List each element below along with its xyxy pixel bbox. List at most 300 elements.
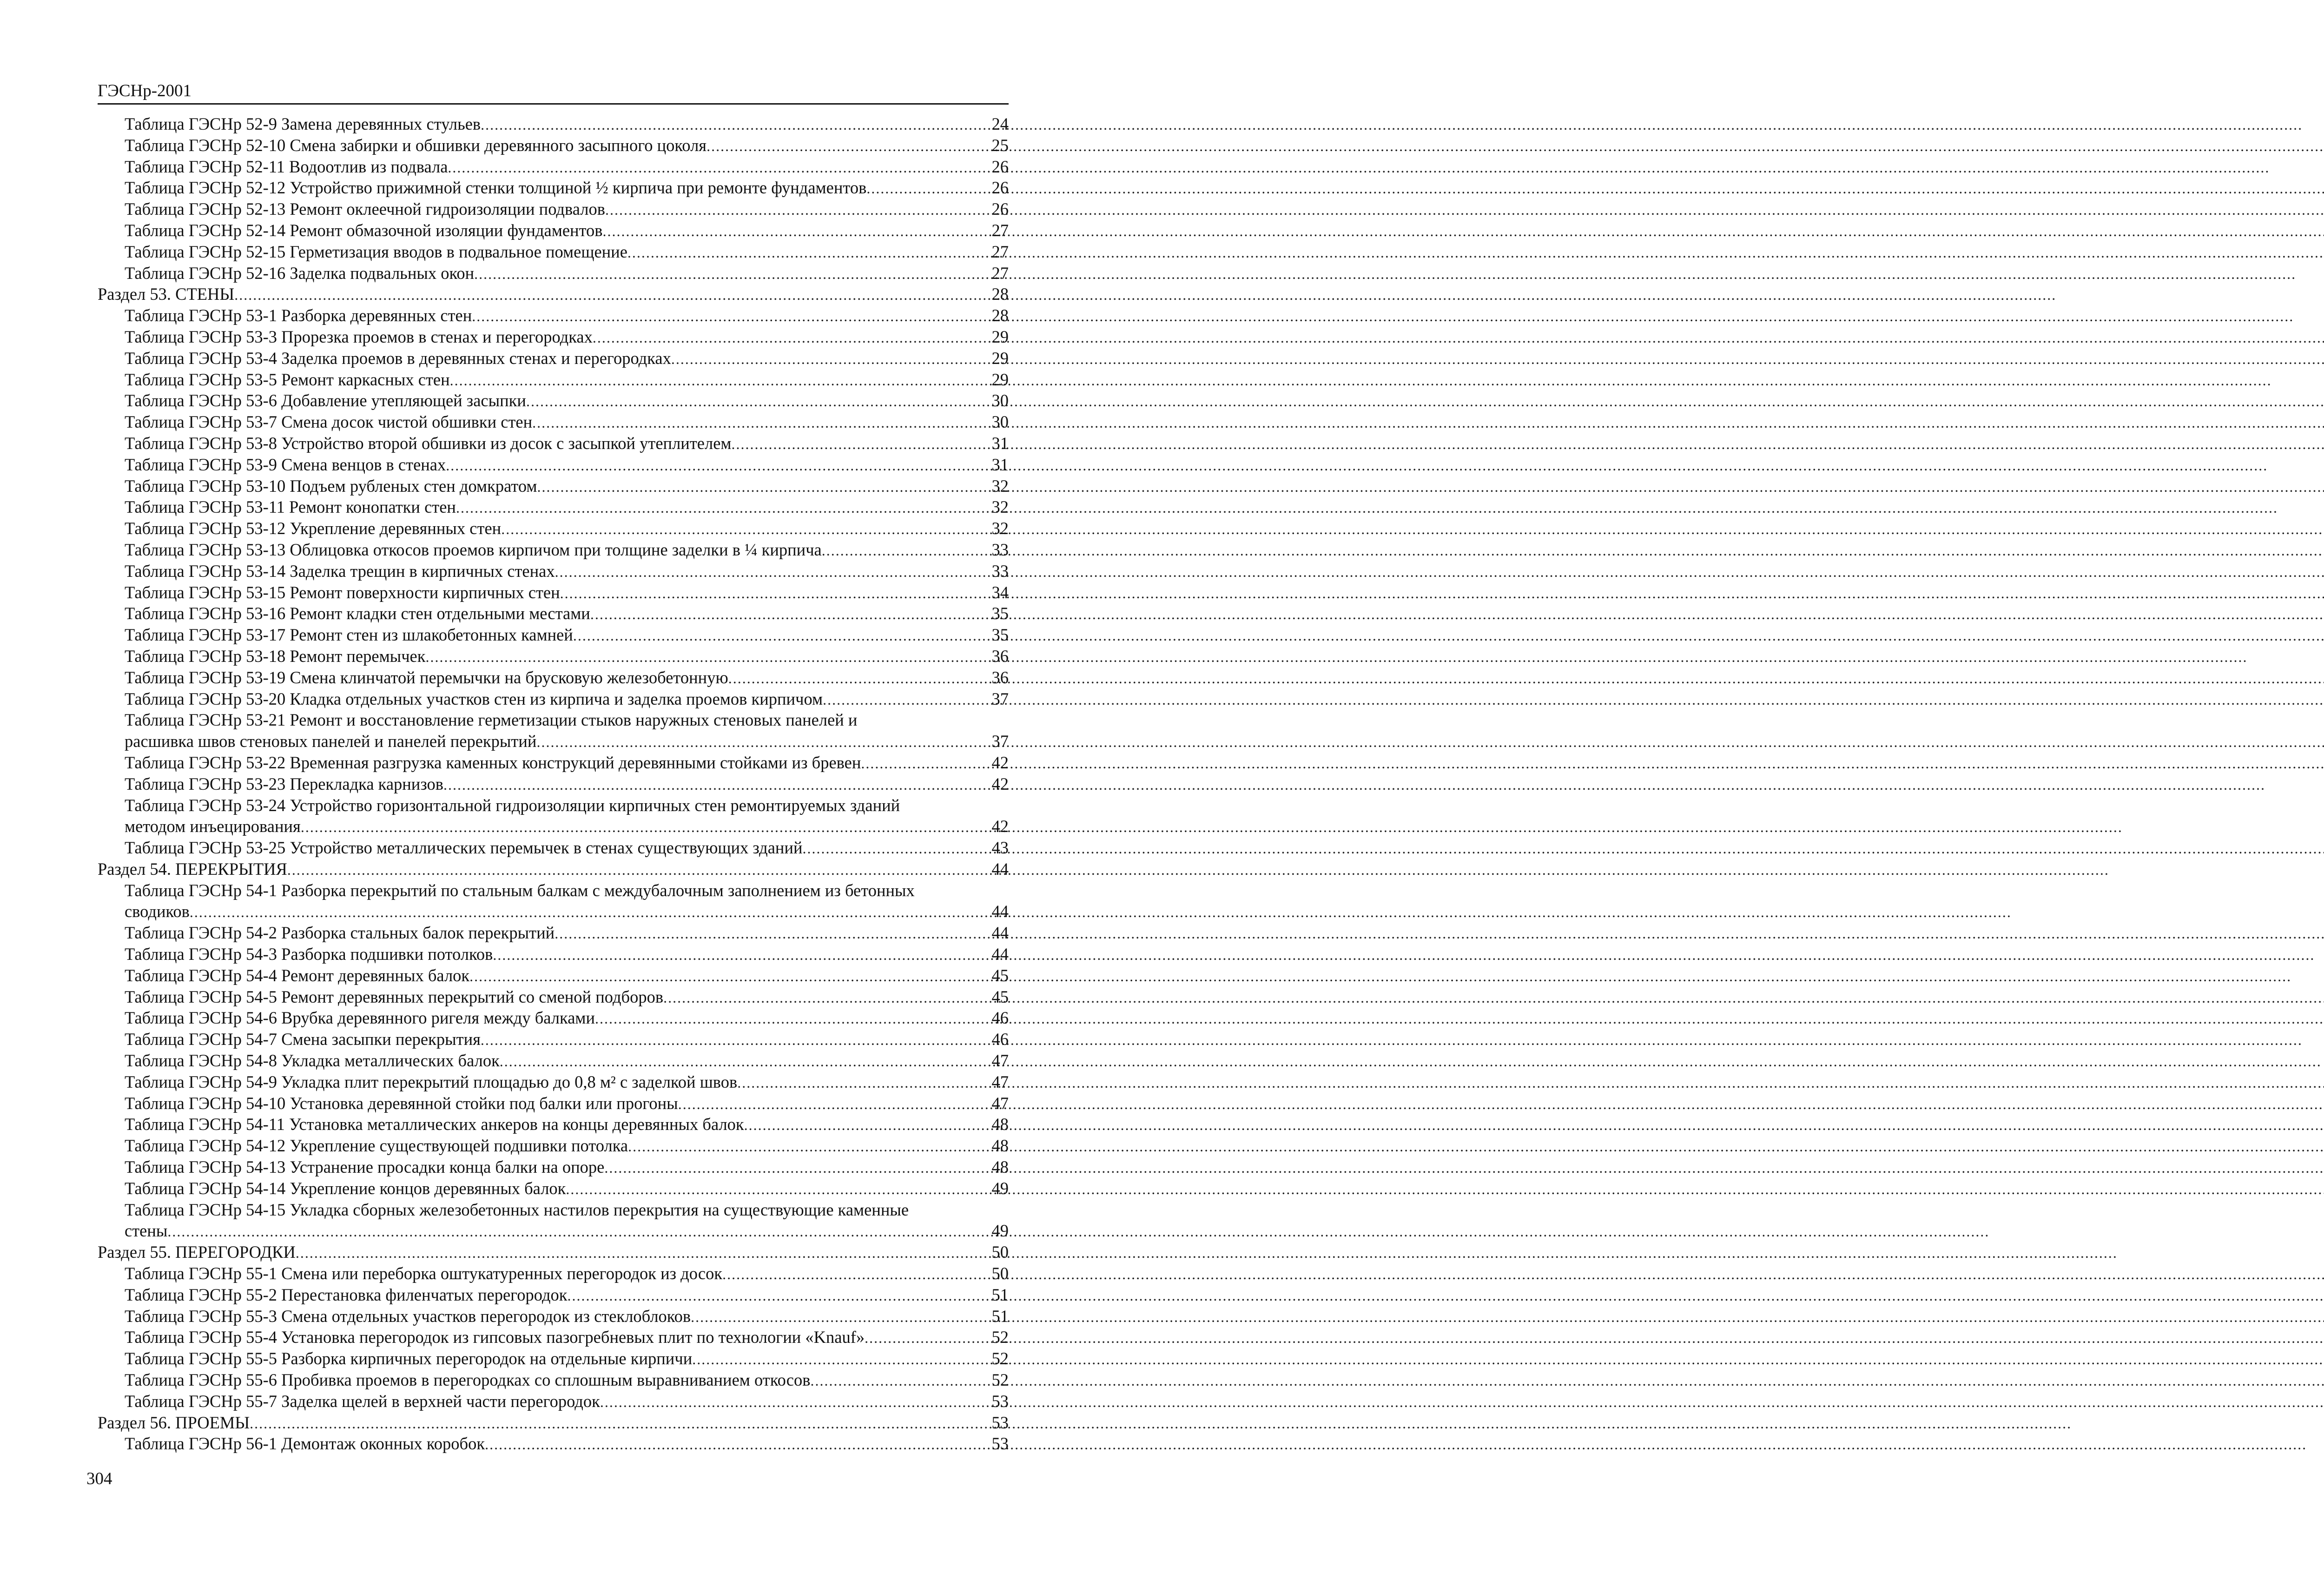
- toc-table-entry[interactable]: [98, 1007, 1009, 1029]
- toc-entry-title: Таблица ГЭСНр 54-12 Укрепление существующей подшивки потолка: [125, 1136, 628, 1156]
- toc-entry-title: Таблица ГЭСНр 53-15 Ремонт поверхности кирпичных стен: [125, 582, 560, 602]
- toc-entry-line: [125, 1178, 1009, 1200]
- dot-leader: [823, 689, 990, 711]
- toc-page-number: 27: [991, 242, 1009, 261]
- toc-table-entry[interactable]: [98, 1156, 1009, 1178]
- toc-table-entry[interactable]: [98, 709, 1009, 752]
- toc-page-number: 26: [991, 199, 1009, 219]
- toc-entry-line: [125, 305, 1009, 327]
- toc-entry-line: [125, 220, 1009, 242]
- toc-table-entry[interactable]: [98, 688, 1009, 710]
- dot-leader: [296, 1242, 990, 1264]
- dot-leader: [448, 157, 990, 178]
- dot-leader: [481, 1030, 990, 1051]
- toc-entry-line: [98, 284, 1009, 306]
- dot-leader: [493, 945, 990, 966]
- toc-entry-line: [125, 561, 1009, 583]
- toc-entry-line: [125, 688, 1009, 711]
- toc-entry-line: [125, 646, 1009, 668]
- toc-table-entry[interactable]: [98, 922, 1009, 944]
- toc-table-entry[interactable]: [98, 220, 1009, 241]
- toc-entry-line: [125, 326, 1009, 349]
- toc-table-entry[interactable]: [98, 476, 1009, 497]
- toc-page-number: 32: [991, 519, 1009, 538]
- toc-entry-line: [98, 859, 1009, 881]
- toc-page-number: 51: [991, 1285, 1009, 1304]
- toc-page-number: 49: [991, 1221, 1009, 1241]
- toc-entry-title: Раздел 54. ПЕРЕКРЫТИЯ: [98, 859, 287, 879]
- toc-entry-line: [125, 1071, 1009, 1094]
- toc-page-number: 47: [991, 1051, 1009, 1070]
- toc-entry-title: Таблица ГЭСНр 53-8 Устройство второй обшивки из досок с засыпкой утеплителем: [125, 433, 732, 453]
- toc-page-number: 44: [991, 902, 1009, 921]
- toc-entry-title: Таблица ГЭСНр 54-9 Укладка плит перекрытий площадью до 0,8 м² с заделкой швов: [125, 1072, 738, 1091]
- dot-leader: [663, 987, 990, 1009]
- toc-entry-title: Таблица ГЭСНр 52-15 Герметизация вводов в подвальное помещение: [125, 242, 627, 261]
- toc-entry-line: [125, 390, 1009, 412]
- toc-page-number: 29: [991, 348, 1009, 368]
- toc-entry-title: Таблица ГЭСНр 52-9 Замена деревянных стульев: [125, 114, 481, 133]
- toc-entry-line: [125, 348, 1009, 370]
- toc-table-entry[interactable]: [98, 411, 1009, 433]
- page-number: 304: [86, 1469, 112, 1488]
- toc-page-number: 53: [991, 1434, 1009, 1453]
- toc-entry-line: [125, 1050, 1009, 1072]
- toc-entry-line: [125, 411, 1009, 434]
- toc-table-entry[interactable]: [98, 1433, 1009, 1454]
- toc-entry-title: Таблица ГЭСНр 55-2 Перестановка филенчатых перегородок: [125, 1285, 568, 1304]
- toc-entry-line: [125, 1391, 1009, 1413]
- toc-table-entry[interactable]: [98, 624, 1009, 646]
- page-header: [98, 78, 1009, 105]
- toc-entry-title: Таблица ГЭСНр 53-10 Подъем рубленых стен домкратом: [125, 476, 537, 495]
- dot-leader: [456, 497, 990, 519]
- dot-leader: [605, 199, 990, 221]
- toc-entry-title: Таблица ГЭСНр 53-20 Кладка отдельных участков стен из кирпича и заделка проемов кирпичом: [125, 689, 823, 708]
- toc-entry-title-line: Таблица ГЭСНр 53-24 Устройство горизонтальной гидроизоляции кирпичных стен ремонтируемых зданий: [125, 795, 900, 815]
- toc-page-number: 37: [991, 689, 1009, 708]
- toc-section-entry[interactable]: [98, 1412, 1009, 1433]
- dot-leader: [443, 774, 990, 796]
- dot-leader: [865, 1328, 990, 1349]
- dot-leader: [537, 476, 990, 498]
- toc-entry-title-line: Таблица ГЭСНр 54-15 Укладка сборных железобетонных настилов перекрытия на существующие каменные: [125, 1200, 909, 1219]
- toc-entry-title: методом инъецирования: [125, 817, 301, 836]
- toc-table-entry[interactable]: [98, 241, 1009, 263]
- toc-entry-title: Таблица ГЭСНр 53-9 Смена венцов в стенах: [125, 455, 446, 474]
- toc-table-entry[interactable]: [98, 113, 1009, 135]
- dot-leader: [590, 604, 990, 625]
- toc-entry-line: [125, 1433, 1009, 1455]
- toc-page-number: 33: [991, 540, 1009, 559]
- toc-entry-line: [125, 198, 1009, 221]
- dot-leader: [573, 625, 990, 647]
- toc-entry-title: Таблица ГЭСНр 54-11 Установка металлических анкеров на концы деревянных балок: [125, 1115, 744, 1134]
- toc-section-entry[interactable]: [98, 859, 1009, 880]
- toc-table-entry[interactable]: [98, 880, 1009, 923]
- toc-entry-line: [125, 965, 1009, 987]
- toc-page-number: 52: [991, 1370, 1009, 1390]
- toc-page-number: 48: [991, 1115, 1009, 1134]
- toc-table-entry[interactable]: [98, 1327, 1009, 1348]
- toc-page-number: 52: [991, 1349, 1009, 1368]
- toc-entry-title: Таблица ГЭСНр 53-13 Облицовка откосов проемов кирпичом при толщине заделки в ¼ кирпича: [125, 540, 822, 559]
- toc-table-entry[interactable]: [98, 837, 1009, 859]
- dot-leader: [568, 1285, 990, 1307]
- dot-leader: [628, 1136, 990, 1157]
- toc-entry-title: Таблица ГЭСНр 53-5 Ремонт каркасных стен: [125, 370, 450, 389]
- toc-entry-title: Таблица ГЭСНр 55-5 Разборка кирпичных перегородок на отдельные кирпичи: [125, 1349, 693, 1368]
- toc-page-number: 46: [991, 1030, 1009, 1049]
- dot-leader: [678, 1094, 990, 1115]
- toc-table-entry[interactable]: [98, 369, 1009, 390]
- toc-table-entry[interactable]: [98, 1178, 1009, 1199]
- dot-leader: [472, 306, 990, 327]
- toc-entry-title: Таблица ГЭСНр 53-17 Ремонт стен из шлакобетонных камней: [125, 625, 573, 645]
- dot-leader: [732, 434, 990, 455]
- toc-entry-line: [125, 1369, 1009, 1392]
- toc-table-entry[interactable]: [98, 1369, 1009, 1391]
- toc-page-number: 44: [991, 859, 1009, 879]
- toc-entry-title: Таблица ГЭСНр 55-3 Смена отдельных участков перегородок из стеклоблоков: [125, 1306, 691, 1326]
- toc-page-number: 50: [991, 1264, 1009, 1283]
- toc-table-entry[interactable]: [98, 1050, 1009, 1071]
- toc-entry-line: [125, 773, 1009, 796]
- toc-table-entry[interactable]: [98, 603, 1009, 624]
- dot-leader: [593, 327, 990, 349]
- dot-leader: [627, 242, 990, 264]
- toc-entry-title: Таблица ГЭСНр 54-7 Смена засыпки перекрытия: [125, 1030, 481, 1049]
- dot-leader: [595, 1008, 990, 1030]
- dot-leader: [555, 561, 990, 583]
- toc-entry-title: Таблица ГЭСНр 53-19 Смена клинчатой перемычки на брусковую железобетонную: [125, 667, 728, 687]
- toc-entry-line: [125, 156, 1009, 178]
- dot-leader: [706, 136, 990, 157]
- toc-table-entry[interactable]: [98, 646, 1009, 667]
- toc-page-number: 51: [991, 1306, 1009, 1326]
- toc-entry-line: [125, 454, 1009, 476]
- toc-entry-title: Таблица ГЭСНр 53-7 Смена досок чистой обшивки стен: [125, 412, 533, 432]
- dot-leader: [671, 349, 990, 370]
- toc-entry-line: [125, 1135, 1009, 1157]
- toc-table-entry[interactable]: [98, 326, 1009, 348]
- dot-leader: [425, 647, 990, 668]
- toc-entry-title: Таблица ГЭСНр 55-1 Смена или переборка оштукатуренных перегородок из досок: [125, 1264, 723, 1283]
- toc-entry-line: [125, 433, 1009, 455]
- toc-entry-line: [125, 518, 1009, 540]
- toc-entry-line: [125, 752, 1009, 774]
- toc-entry-title: Таблица ГЭСНр 54-14 Укрепление концов деревянных балок: [125, 1178, 566, 1198]
- dot-leader: [691, 1307, 990, 1328]
- toc-table-entry[interactable]: [98, 263, 1009, 284]
- toc-page-number: 26: [991, 157, 1009, 176]
- toc-entry-line: [125, 582, 1009, 604]
- toc-table-entry[interactable]: [98, 1199, 1009, 1242]
- toc-entry-title: Таблица ГЭСНр 53-25 Устройство металлических перемычек в стенах существующих зданий: [125, 838, 803, 858]
- toc-page-number: 33: [991, 561, 1009, 581]
- toc-entry-line: [125, 1007, 1009, 1030]
- toc-page-number: 28: [991, 284, 1009, 304]
- toc-page-number: 24: [991, 114, 1009, 133]
- toc-entry-line: [125, 1029, 1009, 1051]
- toc-table-entry[interactable]: [98, 1391, 1009, 1412]
- dot-leader: [600, 1392, 990, 1413]
- toc-page-number: 29: [991, 327, 1009, 346]
- toc-table-entry[interactable]: [98, 561, 1009, 582]
- dot-leader: [446, 455, 990, 476]
- toc-entry-line: [125, 1263, 1009, 1285]
- toc-page-number: 53: [991, 1391, 1009, 1411]
- toc-entry-title: Таблица ГЭСНр 52-11 Водоотлив из подвала: [125, 157, 448, 176]
- dot-leader: [469, 966, 990, 987]
- dot-leader: [301, 817, 990, 838]
- toc-entry-title: Таблица ГЭСНр 52-13 Ремонт оклеечной гидроизоляции подвалов: [125, 199, 605, 219]
- toc-entry-title: Таблица ГЭСНр 55-4 Установка перегородок из гипсовых пазогребневых плит по технологии «Knauf»: [125, 1328, 865, 1347]
- dot-leader: [722, 1264, 990, 1285]
- toc-entry-title: Таблица ГЭСНр 53-14 Заделка трещин в кирпичных стенах: [125, 561, 555, 581]
- toc-page-number: 46: [991, 1008, 1009, 1028]
- dot-leader: [603, 221, 990, 242]
- toc-table-entry[interactable]: [98, 795, 1009, 838]
- toc-table-entry[interactable]: [98, 773, 1009, 795]
- toc-table-entry[interactable]: [98, 177, 1009, 198]
- toc-page-number: 28: [991, 306, 1009, 325]
- toc-entry-line: [125, 1220, 1009, 1242]
- dot-leader: [234, 284, 990, 306]
- toc-table-entry[interactable]: [98, 1348, 1009, 1369]
- dot-leader: [500, 1051, 990, 1072]
- dot-leader: [866, 178, 990, 199]
- toc-table-entry[interactable]: [98, 1071, 1009, 1093]
- toc-page-number: 45: [991, 965, 1009, 985]
- toc-page-number: 53: [991, 1413, 1009, 1432]
- toc-entry-line: [125, 1348, 1009, 1370]
- toc-table-entry[interactable]: [98, 135, 1009, 156]
- toc-page-number: 36: [991, 646, 1009, 666]
- dot-leader: [728, 668, 990, 689]
- toc-entry-line: [125, 1284, 1009, 1307]
- dot-leader: [604, 1157, 990, 1179]
- toc-entry-line: [125, 986, 1009, 1009]
- dot-leader: [190, 902, 990, 923]
- dot-leader: [532, 412, 990, 434]
- toc-page-number: 35: [991, 625, 1009, 645]
- toc-entry-title: Таблица ГЭСНр 53-22 Временная разгрузка каменных конструкций деревянными стойками из бревен: [125, 753, 861, 772]
- toc-section-entry[interactable]: [98, 1242, 1009, 1263]
- toc-entry-line: [125, 1114, 1009, 1136]
- toc-entry-title: Таблица ГЭСНр 53-23 Перекладка карнизов: [125, 774, 444, 793]
- toc-entry-title: Таблица ГЭСНр 55-7 Заделка щелей в верхней части перегородок: [125, 1391, 600, 1411]
- toc-page-number: 48: [991, 1136, 1009, 1156]
- toc-entry-title: Таблица ГЭСНр 53-6 Добавление утепляющей засыпки: [125, 391, 526, 410]
- toc-entry-line: [125, 922, 1009, 945]
- toc-entry-title: Таблица ГЭСНр 54-6 Врубка деревянного ригеля между балками: [125, 1008, 595, 1028]
- toc-page-number: 47: [991, 1072, 1009, 1091]
- toc-entry-line: [125, 1327, 1009, 1349]
- toc-table-entry[interactable]: [98, 496, 1009, 518]
- toc-entry-title: Таблица ГЭСНр 53-4 Заделка проемов в деревянных стенах и перегородках: [125, 348, 671, 368]
- toc-page-number: 30: [991, 391, 1009, 410]
- toc-entry-line: [125, 241, 1009, 264]
- dot-leader: [501, 519, 990, 540]
- toc-entry-line: [125, 837, 1009, 859]
- toc-entry-title: Таблица ГЭСНр 52-16 Заделка подвальных окон: [125, 263, 475, 283]
- toc-page-number: 45: [991, 987, 1009, 1006]
- toc-entry-title: стены: [125, 1221, 168, 1241]
- toc-entry-line: [125, 624, 1009, 647]
- toc-page-number: 42: [991, 753, 1009, 772]
- toc-entry-line: [125, 1093, 1009, 1115]
- toc-page-number: 31: [991, 433, 1009, 453]
- dot-leader: [287, 859, 990, 881]
- toc-entry-line: [125, 731, 1009, 753]
- toc-table-entry[interactable]: [98, 944, 1009, 965]
- toc-entry-title: Таблица ГЭСНр 54-3 Разборка подшивки потолков: [125, 945, 493, 964]
- toc-table-entry[interactable]: [98, 518, 1009, 539]
- toc-page-number: 37: [991, 732, 1009, 751]
- toc-page-number: 27: [991, 220, 1009, 240]
- dot-leader: [566, 1179, 990, 1200]
- dot-leader: [803, 838, 990, 859]
- toc-page-number: 49: [991, 1178, 1009, 1198]
- toc-table-entry[interactable]: [98, 433, 1009, 454]
- dot-leader: [167, 1221, 990, 1242]
- dot-leader: [450, 370, 990, 391]
- toc-entry-line: [98, 1242, 1009, 1264]
- toc-entry-title: Таблица ГЭСНр 54-13 Устранение просадки конца балки на опоре: [125, 1157, 605, 1177]
- toc-entry-title: Таблица ГЭСНр 52-12 Устройство прижимной стенки толщиной ½ кирпича при ремонте фундаментов: [125, 178, 867, 198]
- table-of-contents: [98, 113, 1009, 1454]
- toc-page-number: 31: [991, 455, 1009, 474]
- dot-leader: [536, 732, 990, 753]
- toc-table-entry[interactable]: [98, 667, 1009, 688]
- toc-entry-title: Таблица ГЭСНр 53-11 Ремонт конопатки стен: [125, 497, 456, 517]
- toc-page-number: 42: [991, 817, 1009, 836]
- toc-entry-title: Таблица ГЭСНр 54-4 Ремонт деревянных балок: [125, 965, 470, 985]
- toc-table-entry[interactable]: [98, 390, 1009, 411]
- toc-entry-title: Таблица ГЭСНр 54-8 Укладка металлических балок: [125, 1051, 500, 1070]
- toc-table-entry[interactable]: [98, 1029, 1009, 1050]
- toc-page-number: 30: [991, 412, 1009, 432]
- toc-table-entry[interactable]: [98, 1284, 1009, 1306]
- toc-entry-title: Таблица ГЭСНр 54-5 Ремонт деревянных перекрытий со сменой подборов: [125, 987, 664, 1006]
- dot-leader: [744, 1115, 990, 1136]
- dot-leader: [250, 1413, 990, 1434]
- document-code: ГЭСНр-2001: [98, 81, 192, 100]
- dot-leader: [810, 1370, 990, 1392]
- toc-entry-title-line: Таблица ГЭСНр 54-1 Разборка перекрытий по стальным балкам с междубалочным заполнением из бетонных: [125, 880, 915, 900]
- toc-table-entry[interactable]: [98, 1093, 1009, 1114]
- dot-leader: [485, 1434, 990, 1455]
- toc-table-entry[interactable]: [98, 539, 1009, 561]
- toc-page-number: 47: [991, 1093, 1009, 1113]
- toc-page-number: 32: [991, 476, 1009, 495]
- dot-leader: [526, 391, 990, 412]
- toc-entry-line: [125, 944, 1009, 966]
- toc-entry-line: [125, 539, 1009, 561]
- toc-entry-line: [125, 496, 1009, 519]
- toc-table-entry[interactable]: [98, 1135, 1009, 1156]
- toc-entry-title: Таблица ГЭСНр 54-10 Установка деревянной стойки под балки или прогоны: [125, 1093, 678, 1113]
- toc-entry-title: Таблица ГЭСНр 53-3 Прорезка проемов в стенах и перегородках: [125, 327, 593, 346]
- toc-entry-title: расшивка швов стеновых панелей и панелей перекрытий: [125, 732, 537, 751]
- toc-entry-line: [125, 603, 1009, 625]
- toc-entry-line: [125, 667, 1009, 689]
- toc-entry-line: [125, 369, 1009, 391]
- toc-table-entry[interactable]: [98, 752, 1009, 773]
- toc-entry-line: [125, 177, 1009, 199]
- dot-leader: [481, 114, 990, 136]
- toc-page-number: 34: [991, 582, 1009, 602]
- toc-page-number: 32: [991, 497, 1009, 517]
- toc-page-number: 48: [991, 1157, 1009, 1177]
- toc-section-entry[interactable]: [98, 284, 1009, 305]
- toc-entry-line: [125, 901, 1009, 923]
- toc-entry-line: [125, 113, 1009, 136]
- toc-table-entry[interactable]: [98, 1306, 1009, 1327]
- toc-entry-title: Раздел 53. СТЕНЫ: [98, 284, 235, 304]
- toc-entry-line: [125, 263, 1009, 285]
- toc-table-entry[interactable]: [98, 454, 1009, 476]
- toc-entry-title: Раздел 55. ПЕРЕГОРОДКИ: [98, 1242, 296, 1262]
- toc-page-number: 36: [991, 667, 1009, 687]
- toc-table-entry[interactable]: [98, 582, 1009, 603]
- dot-leader: [560, 583, 990, 604]
- toc-table-entry[interactable]: [98, 156, 1009, 178]
- dot-leader: [822, 540, 990, 561]
- toc-entry-line: [98, 1412, 1009, 1434]
- toc-table-entry[interactable]: [98, 1114, 1009, 1135]
- toc-page-number: 27: [991, 263, 1009, 283]
- toc-page-number: 50: [991, 1242, 1009, 1262]
- toc-entry-line: [125, 135, 1009, 157]
- toc-entry-title: Таблица ГЭСНр 53-1 Разборка деревянных стен: [125, 306, 472, 325]
- toc-entry-title: Таблица ГЭСНр 53-16 Ремонт кладки стен отдельными местами: [125, 604, 590, 623]
- toc-entry-line: [125, 816, 1009, 838]
- toc-page-number: 29: [991, 370, 1009, 389]
- toc-table-entry[interactable]: [98, 198, 1009, 220]
- toc-entry-title: Таблица ГЭСНр 56-1 Демонтаж оконных коробок: [125, 1434, 485, 1453]
- toc-page-number: 43: [991, 838, 1009, 858]
- toc-page-number: 44: [991, 945, 1009, 964]
- toc-table-entry[interactable]: [98, 1263, 1009, 1284]
- toc-entry-line: [125, 476, 1009, 498]
- toc-entry-title-line: Таблица ГЭСНр 53-21 Ремонт и восстановление герметизации стыков наружных стеновых панелей и: [125, 710, 858, 730]
- toc-entry-title: Таблица ГЭСНр 54-2 Разборка стальных балок перекрытий: [125, 923, 555, 943]
- toc-entry-line: [125, 1306, 1009, 1328]
- dot-leader: [737, 1072, 990, 1094]
- toc-page-number: 25: [991, 135, 1009, 155]
- toc-entry-title: Таблица ГЭСНр 53-18 Ремонт перемычек: [125, 646, 426, 666]
- toc-page-number: 35: [991, 604, 1009, 623]
- toc-page-number: 44: [991, 923, 1009, 943]
- toc-table-entry[interactable]: [98, 305, 1009, 326]
- dot-leader: [474, 264, 990, 285]
- toc-entry-title: Таблица ГЭСНр 53-12 Укрепление деревянных стен: [125, 519, 502, 538]
- dot-leader: [555, 923, 990, 945]
- toc-page-number: 52: [991, 1328, 1009, 1347]
- toc-page-number: 42: [991, 774, 1009, 793]
- toc-entry-line: [125, 1156, 1009, 1179]
- dot-leader: [692, 1349, 990, 1370]
- toc-entry-title: Таблица ГЭСНр 52-10 Смена забирки и обшивки деревянного засыпного цоколя: [125, 135, 707, 155]
- toc-entry-title: Раздел 56. ПРОЕМЫ: [98, 1413, 250, 1432]
- toc-table-entry[interactable]: [98, 965, 1009, 986]
- toc-page-number: 26: [991, 178, 1009, 198]
- toc-entry-title: Таблица ГЭСНр 52-14 Ремонт обмазочной изоляции фундаментов: [125, 220, 603, 240]
- toc-table-entry[interactable]: [98, 986, 1009, 1008]
- toc-table-entry[interactable]: [98, 348, 1009, 369]
